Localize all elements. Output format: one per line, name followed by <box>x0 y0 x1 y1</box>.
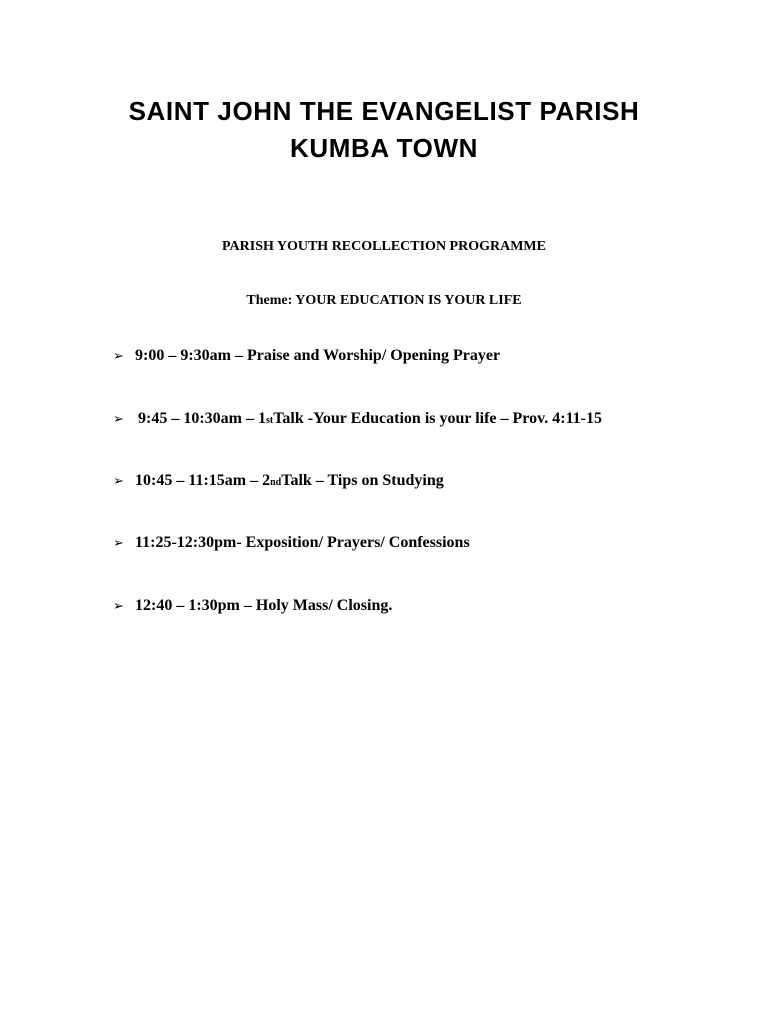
schedule-item-text-start: 10:45 – 11:15am – 2 <box>135 472 271 489</box>
arrow-bullet-icon: ➢ <box>113 474 124 489</box>
programme-theme: Theme: YOUR EDUCATION IS YOUR LIFE <box>246 293 522 308</box>
schedule-item-5 <box>113 595 392 617</box>
schedule-item-text-end: Talk – Tips on Studying <box>281 472 444 489</box>
arrow-bullet-icon: ➢ <box>113 599 124 614</box>
arrow-bullet-icon: ➢ <box>113 349 124 364</box>
arrow-bullet-icon: ➢ <box>113 536 124 551</box>
schedule-item-3: ➢ 10:45 – 11:15am – 2 nd Talk – Tips on Studying <box>113 470 444 492</box>
schedule-item-4 <box>113 532 470 554</box>
parish-title-line2: KUMBA TOWN <box>290 133 478 163</box>
schedule-item-text: 9:00 – 9:30am – Praise and Worship/ Opening Prayer <box>135 347 501 364</box>
schedule-item-text: 12:40 – 1:30pm – Holy Mass/ Closing. <box>135 597 393 614</box>
parish-title-line1: SAINT JOHN THE EVANGELIST PARISH <box>128 96 640 126</box>
programme-title: PARISH YOUTH RECOLLECTION PROGRAMME <box>222 239 546 254</box>
arrow-bullet-icon: ➢ <box>113 412 124 427</box>
schedule-item-1 <box>113 345 500 367</box>
schedule-item-text: 11:25-12:30pm- Exposition/ Prayers/ Confessions <box>135 534 470 551</box>
schedule-item-2: ➢ 9:45 – 10:30am – 1 st Talk -Your Education is your life – Prov. 4:11-15 <box>113 408 602 430</box>
schedule-item-text-start: 9:45 – 10:30am – 1 <box>138 410 266 427</box>
schedule-item-text-end: Talk -Your Education is your life – Prov. 4:11-15 <box>273 410 603 427</box>
